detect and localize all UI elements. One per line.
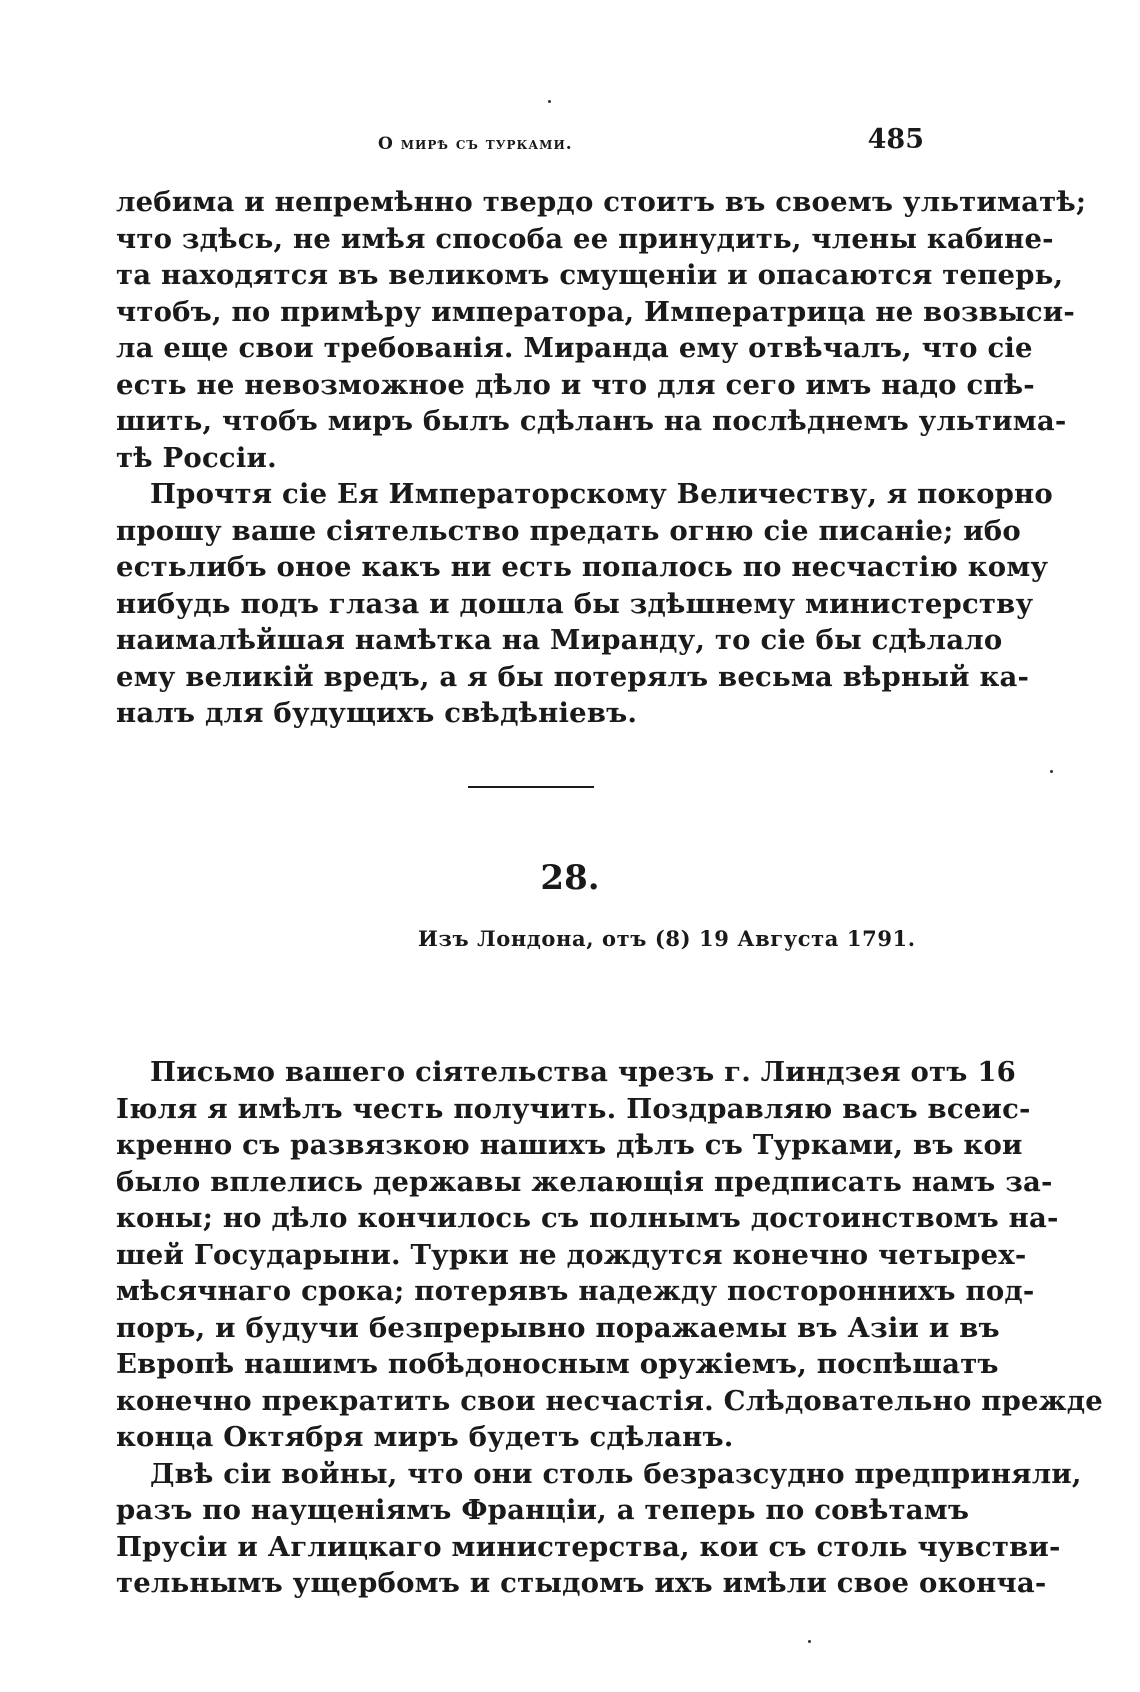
text-line: Двѣ сіи войны, что они столь безразсудно предприняли, bbox=[150, 1457, 1082, 1490]
text-line: поръ, и будучи безпрерывно поражаемы въ Азіи и въ bbox=[116, 1311, 1000, 1344]
text-line: кренно съ развязкою нашихъ дѣлъ съ Турками, въ кои bbox=[116, 1129, 1023, 1161]
text-line: конечно прекратить свои несчастія. Слѣдовательно прежде bbox=[116, 1384, 1103, 1417]
print-speck bbox=[808, 1640, 811, 1643]
text-line: Іюля я имѣлъ честь получить. Поздравляю васъ всеис- bbox=[116, 1092, 1031, 1125]
text-line: есть не невозможное дѣло и что для сего имъ надо спѣ- bbox=[116, 368, 1035, 401]
text-line: что здѣсь, не имѣя способа ее принудить, члены кабине- bbox=[116, 222, 1054, 255]
text-line: мѣсячнаго срока; потерявъ надежду постороннихъ под- bbox=[116, 1275, 1035, 1307]
text-line: нибудь подъ глаза и дошла бы здѣшнему министерству bbox=[116, 587, 1034, 620]
text-line: Прусіи и Аглицкаго министерства, кои съ столь чувстви- bbox=[116, 1530, 1061, 1563]
letter-body-text bbox=[116, 1054, 1103, 1602]
page-header bbox=[116, 124, 936, 164]
text-line: налъ для будущихъ свѣдѣніевъ. bbox=[116, 697, 638, 729]
text-line: было вплелись державы желающія предписать намъ за- bbox=[116, 1165, 1053, 1198]
text-line: Письмо вашего сіятельства чрезъ г. Линдзея отъ 16 bbox=[150, 1056, 1017, 1088]
print-speck bbox=[548, 100, 551, 103]
text-line: естьлибъ оное какъ ни есть попалось по несчастію кому bbox=[116, 551, 1049, 583]
text-line: Прочтя сіе Ея Императорскому Величеству, я покорно bbox=[150, 478, 1053, 510]
text-line: конца Октября миръ будетъ сдѣланъ. bbox=[116, 1421, 734, 1453]
text-line: ла еще свои требованія. Миранда ему отвѣчалъ, что сіе bbox=[116, 332, 1033, 364]
continued-letter-text bbox=[116, 184, 1087, 732]
running-title: О мирѣ съ турками. bbox=[378, 134, 573, 154]
text-line: шить, чтобъ миръ былъ сдѣланъ на послѣднемъ ультима- bbox=[116, 405, 1067, 437]
text-line: прошу ваше сіятельство предать огню сіе писаніе; ибо bbox=[116, 514, 1021, 547]
section-divider bbox=[468, 786, 594, 788]
print-speck bbox=[1050, 770, 1053, 773]
letter-dateline: Изъ Лондона, отъ (8) 19 Августа 1791. bbox=[418, 926, 916, 951]
text-line: тельнымъ ущербомъ и стыдомъ ихъ имѣли свое оконча- bbox=[116, 1567, 1047, 1599]
page-number: 485 bbox=[867, 124, 924, 155]
text-line: шей Государыни. Турки не дождутся конечно четырех- bbox=[116, 1238, 1027, 1271]
text-line: Европѣ нашимъ побѣдоносным оружіемъ, поспѣшатъ bbox=[116, 1348, 999, 1380]
text-line: разъ по наущеніямъ Франціи, а теперь по совѣтамъ bbox=[116, 1494, 970, 1526]
text-line: ему великій вредъ, а я бы потерялъ весьма вѣрный ка- bbox=[116, 660, 1030, 693]
text-line: лебима и непремѣнно твердо стоитъ въ своемъ ультиматѣ; bbox=[116, 186, 1087, 218]
text-line: коны; но дѣло кончилось съ полнымъ достоинствомъ на- bbox=[116, 1202, 1059, 1234]
text-line: та находятся въ великомъ смущеніи и опасаются теперь, bbox=[116, 259, 1064, 291]
text-line: чтобъ, по примѣру императора, Императрица не возвыси- bbox=[116, 295, 1076, 328]
letter-number: 28. bbox=[540, 858, 600, 898]
text-line: тѣ Россіи. bbox=[116, 441, 277, 474]
text-line: наималѣйшая намѣтка на Миранду, то сіе бы сдѣлало bbox=[116, 624, 1003, 656]
